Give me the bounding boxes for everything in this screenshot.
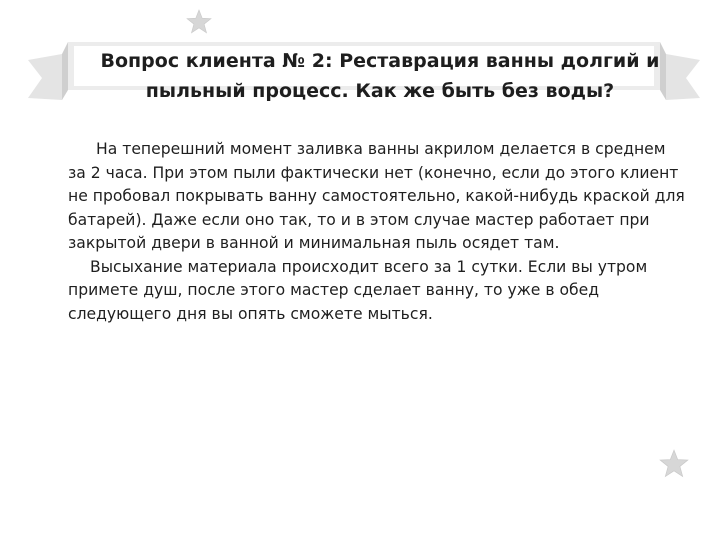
paragraph: На теперешний момент заливка ванны акрилом делается в среднем за 2 часа. При этом пыли фактически нет (конечно, если до этого клиент не пробовал покрывать ванну самостоятельно, какой-нибудь краской для батарей). Даже если оно так, то и в этом случае мастер работает при закрытой двери в ванной и минимальная пыль осядет там. bbox=[68, 140, 685, 252]
star-icon bbox=[659, 449, 689, 479]
paragraph: Высыхание материала происходит всего за 1 сутки. Если вы утром примете душ, после этого мастер сделает ванну, то уже в обед следующего дня вы опять сможете мыться. bbox=[68, 257, 648, 323]
star-icon bbox=[186, 9, 212, 35]
slide-title bbox=[64, 46, 696, 106]
title-label: Вопрос клиента № 2: bbox=[100, 50, 333, 72]
title-text: Реставрация ванны долгий и пыльный процесс. Как же быть без воды? bbox=[145, 50, 660, 102]
answer-text bbox=[68, 138, 688, 326]
